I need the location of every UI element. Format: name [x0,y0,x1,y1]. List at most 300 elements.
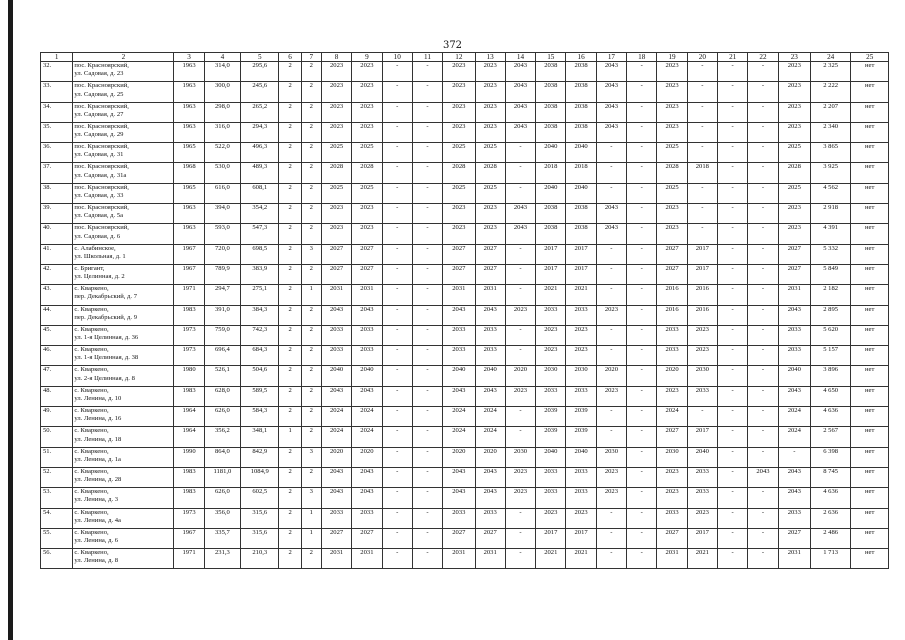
column-number: 5 [241,53,279,62]
table-cell: 2039 [536,427,566,447]
table-cell: 608,1 [241,183,279,203]
table-row [41,386,889,406]
address-cell [73,163,174,183]
table-cell: - [382,204,412,224]
table-cell: 2016 [687,285,717,305]
table-cell: 2017 [687,427,717,447]
table-cell: 2 [279,244,301,264]
table-cell: 2025 [321,183,351,203]
table-cell: 316,0 [204,122,240,142]
row-number: 38. [41,183,73,203]
table-cell: 2031 [321,549,351,569]
table-cell: 1967 [174,244,204,264]
table-cell: - [412,183,442,203]
table-cell: - [596,163,626,183]
table-cell: 2018 [687,163,717,183]
table-cell: 2040 [536,447,566,467]
table-cell: 2025 [443,183,475,203]
table-cell: - [505,163,535,183]
table-cell: 2043 [443,386,475,406]
table-cell: - [382,447,412,467]
table-cell: 2030 [687,366,717,386]
table-cell: - [748,62,778,82]
address-line: ул. Ленина, д. 10 [74,394,122,402]
address-cell [73,427,174,447]
table-cell: нет [851,508,889,528]
address-line: с. Бригант, [74,264,105,272]
table-cell: - [412,163,442,183]
table-cell: 2 [301,386,321,406]
table-cell: - [627,386,657,406]
table-cell: - [718,183,748,203]
table-cell: 2033 [778,325,810,345]
table-cell: 2031 [475,549,505,569]
table-cell: 2016 [657,305,687,325]
table-cell: 3 [301,244,321,264]
address-line: ул. Ленина, д. 8 [74,557,119,565]
row-number: 35. [41,122,73,142]
table-cell: 684,3 [241,346,279,366]
table-cell: 2023 [687,346,717,366]
table-cell: - [748,244,778,264]
column-number: 7 [301,53,321,62]
table-cell: - [718,366,748,386]
table-cell: 2030 [505,447,535,467]
table-cell: - [748,102,778,122]
table-cell: 2033 [536,386,566,406]
table-cell: 2033 [475,346,505,366]
table-cell: - [382,305,412,325]
table-cell: 2033 [443,325,475,345]
table-cell: нет [851,447,889,467]
table-cell: - [382,549,412,569]
table-cell: 1 [301,285,321,305]
table-cell: 2031 [443,285,475,305]
table-cell: - [412,264,442,284]
table-cell: 2 [301,163,321,183]
table-row [41,407,889,427]
table-cell: - [718,82,748,102]
address-line: ул. Ленина, д. 28 [74,476,122,484]
table-cell: - [596,183,626,203]
table-cell: 2033 [687,386,717,406]
table-cell: 616,0 [204,183,240,203]
table-cell: 2 [279,407,301,427]
address-cell [73,143,174,163]
table-cell: 789,9 [204,264,240,284]
table-cell: 2023 [443,204,475,224]
address-line: ул. Ленина, д. 3 [74,496,119,504]
table-cell: - [687,62,717,82]
table-cell: - [382,224,412,244]
table-cell: 2043 [352,467,382,487]
table-cell: 356,2 [204,427,240,447]
table-cell: - [596,427,626,447]
table-cell: 2023 [536,508,566,528]
table-cell: нет [851,183,889,203]
table-cell: 2 [279,488,301,508]
column-number: 14 [505,53,535,62]
table-cell: 2023 [657,102,687,122]
table-cell: 2028 [321,163,351,183]
table-cell: - [412,488,442,508]
column-number: 18 [627,53,657,62]
table-cell: 2 [301,122,321,142]
table-cell: 300,0 [204,82,240,102]
table-cell: нет [851,102,889,122]
address-cell [73,183,174,203]
table-cell: 2043 [596,122,626,142]
table-cell: - [596,528,626,548]
column-number: 12 [443,53,475,62]
table-cell: - [687,183,717,203]
table-cell: - [627,244,657,264]
table-cell: 696,4 [204,346,240,366]
table-cell: 2027 [352,528,382,548]
table-cell: 2040 [566,183,596,203]
table-cell: - [412,122,442,142]
table-cell: 231,3 [204,549,240,569]
table-cell: 294,3 [241,122,279,142]
table-cell: 2043 [778,467,810,487]
housing-register-table [40,52,889,569]
table-cell: 2017 [566,244,596,264]
address-cell [73,82,174,102]
table-cell: 1983 [174,467,204,487]
table-cell: 2 [279,528,301,548]
table-cell: 2023 [657,204,687,224]
table-cell: - [382,467,412,487]
row-number: 36. [41,143,73,163]
table-cell: - [718,285,748,305]
column-number: 4 [204,53,240,62]
table-cell: - [412,325,442,345]
table-cell: нет [851,528,889,548]
table-cell: 2033 [321,325,351,345]
table-cell: 2 [279,346,301,366]
table-cell: 1971 [174,549,204,569]
table-cell: 2033 [536,488,566,508]
address-line: ул. Садовая, д. 27 [74,110,124,118]
table-cell: 2043 [505,204,535,224]
table-cell: 1 [301,508,321,528]
table-cell: 2017 [536,244,566,264]
table-cell: 589,5 [241,386,279,406]
table-cell: 2031 [352,549,382,569]
table-cell: 2020 [321,447,351,467]
table-cell: 2017 [566,264,596,284]
table-cell: 602,5 [241,488,279,508]
table-cell: - [748,447,778,467]
table-cell: - [382,366,412,386]
table-cell: 354,2 [241,204,279,224]
table-cell: - [627,346,657,366]
table-cell: - [748,508,778,528]
table-cell: 2023 [657,82,687,102]
row-number: 44. [41,305,73,325]
address-cell [73,325,174,345]
table-cell: 2023 [352,122,382,142]
table-cell: - [382,528,412,548]
table-cell: - [718,508,748,528]
table-cell: 2027 [321,244,351,264]
table-cell: 2040 [778,366,810,386]
table-cell: 2025 [443,143,475,163]
table-cell: 1990 [174,447,204,467]
table-row [41,325,889,345]
address-line: ул. 1-я Целинная, д. 36 [74,334,139,342]
table-cell: 2038 [536,224,566,244]
table-cell: 2021 [536,549,566,569]
address-line: пос. Красноярский, [74,143,129,151]
table-cell: - [596,285,626,305]
row-number: 32. [41,62,73,82]
table-cell: 384,3 [241,305,279,325]
table-cell: 2 [301,549,321,569]
table-cell: 1963 [174,62,204,82]
table-cell: - [412,386,442,406]
table-cell: 2020 [505,366,535,386]
address-line: с. Алабинское, [74,244,116,252]
table-cell: - [412,204,442,224]
table-cell: - [627,467,657,487]
table-row [41,264,889,284]
table-cell: 2024 [475,407,505,427]
table-cell: 2027 [778,528,810,548]
table-cell: 2027 [657,427,687,447]
table-cell: 2 [279,325,301,345]
table-cell: 1181,0 [204,467,240,487]
table-cell: 2040 [321,366,351,386]
table-cell: 2027 [657,264,687,284]
table-cell: 2038 [536,204,566,224]
table-cell: 526,1 [204,366,240,386]
address-line: с. Кваркено, [74,427,109,435]
table-cell: - [718,143,748,163]
table-cell: - [596,407,626,427]
table-cell: 2 [301,305,321,325]
table-cell: - [748,366,778,386]
column-number: 2 [73,53,174,62]
table-cell: - [627,305,657,325]
table-cell: 2 486 [810,528,850,548]
table-cell: - [505,549,535,569]
table-cell: - [718,264,748,284]
table-cell: 2025 [475,143,505,163]
table-row [41,447,889,467]
table-cell: нет [851,467,889,487]
table-cell: - [718,122,748,142]
table-cell: - [596,508,626,528]
table-cell: 1983 [174,386,204,406]
table-cell: 842,9 [241,447,279,467]
table-cell: 391,0 [204,305,240,325]
binding-edge [8,0,13,640]
table-cell: 2038 [566,204,596,224]
table-row [41,427,889,447]
table-cell: 2025 [475,183,505,203]
table-cell: 2023 [657,122,687,142]
table-cell: 2043 [778,386,810,406]
table-cell: 1968 [174,163,204,183]
column-number: 15 [536,53,566,62]
table-cell: 2023 [321,62,351,82]
table-cell: 298,0 [204,102,240,122]
table-cell: 2023 [505,467,535,487]
table-cell: 2024 [443,407,475,427]
table-cell: 2033 [352,508,382,528]
table-cell: 2020 [657,366,687,386]
table-cell: 2038 [566,122,596,142]
table-cell: - [596,325,626,345]
address-line: с. Кваркено, [74,488,109,496]
table-cell: 2 [301,204,321,224]
table-cell: нет [851,204,889,224]
table-cell: нет [851,305,889,325]
table-cell: 348,1 [241,427,279,447]
table-cell: 2024 [443,427,475,447]
table-cell: - [627,447,657,467]
table-cell: 2 918 [810,204,850,224]
table-cell: 2023 [352,204,382,224]
table-cell: 1963 [174,224,204,244]
table-cell: 2020 [352,447,382,467]
address-line: ул. Ленина, д. 1а [74,455,121,463]
row-number: 51. [41,447,73,467]
table-cell: - [718,346,748,366]
table-cell: 2033 [687,488,717,508]
table-cell: нет [851,346,889,366]
table-row [41,285,889,305]
table-cell: 2043 [352,488,382,508]
table-cell: 2033 [657,346,687,366]
table-cell: 2024 [778,407,810,427]
table-row [41,224,889,244]
row-number: 43. [41,285,73,305]
address-line: с. Кваркено, [74,325,109,333]
address-line: с. Кваркено, [74,467,109,475]
address-cell [73,62,174,82]
table-cell: - [778,447,810,467]
table-cell: 2040 [536,183,566,203]
table-cell: нет [851,163,889,183]
table-row [41,82,889,102]
table-cell: 2043 [443,305,475,325]
table-row [41,366,889,386]
table-row [41,488,889,508]
table-cell: 698,5 [241,244,279,264]
table-cell: 2017 [536,264,566,284]
address-line: с. Кваркено, [74,285,109,293]
table-cell: - [412,508,442,528]
table-cell: 864,0 [204,447,240,467]
address-line: ул. Садовая, д. 5а [74,212,124,220]
table-cell: 547,3 [241,224,279,244]
table-cell: 2 207 [810,102,850,122]
table-cell: 2025 [657,183,687,203]
address-line: с. Кваркено, [74,407,109,415]
table-cell: - [505,264,535,284]
table-cell: - [627,528,657,548]
table-cell: 2043 [505,82,535,102]
table-cell: 2038 [566,224,596,244]
table-cell: 6 398 [810,447,850,467]
column-number: 10 [382,53,412,62]
address-line: ул. Садовая, д. 25 [74,90,124,98]
table-cell: 2027 [321,528,351,548]
table-cell: нет [851,285,889,305]
table-cell: 3 865 [810,143,850,163]
table-cell: - [687,143,717,163]
table-cell: 2043 [443,467,475,487]
table-cell: нет [851,62,889,82]
table-cell: - [687,407,717,427]
table-cell: 1980 [174,366,204,386]
column-number: 21 [718,53,748,62]
table-cell: 2 567 [810,427,850,447]
table-cell: 2020 [475,447,505,467]
table-cell: 496,3 [241,143,279,163]
table-row [41,122,889,142]
table-cell: 4 636 [810,488,850,508]
table-cell: - [627,224,657,244]
table-cell: - [718,447,748,467]
row-number: 34. [41,102,73,122]
table-cell: - [382,488,412,508]
table-cell: 2023 [352,82,382,102]
table-cell: 2023 [596,305,626,325]
table-cell: 2040 [443,366,475,386]
row-number: 41. [41,244,73,264]
table-cell: 2 [279,285,301,305]
table-cell: - [687,224,717,244]
table-row [41,143,889,163]
address-line: ул. Садовая, д. 6 [74,232,121,240]
table-cell: нет [851,224,889,244]
table-cell: 2024 [321,407,351,427]
table-cell: 628,0 [204,386,240,406]
table-cell: - [748,325,778,345]
table-cell: 2027 [443,264,475,284]
table-cell: 1983 [174,305,204,325]
table-cell: 2 [279,467,301,487]
table-cell: - [718,549,748,569]
column-number: 11 [412,53,442,62]
table-cell: 2023 [321,82,351,102]
table-cell: 1965 [174,143,204,163]
table-cell: 626,0 [204,407,240,427]
address-line: с. Кваркено, [74,305,109,313]
table-row [41,102,889,122]
table-cell: - [718,163,748,183]
table-cell: - [627,82,657,102]
table-row [41,244,889,264]
table-cell: - [718,224,748,244]
table-row [41,508,889,528]
table-cell: 2027 [352,244,382,264]
table-cell: 2 [279,366,301,386]
table-cell: - [505,285,535,305]
address-line: пер. Декабрьский, д. 9 [74,313,138,321]
table-cell: 742,3 [241,325,279,345]
address-cell [73,407,174,427]
table-cell: 2033 [321,346,351,366]
table-cell: 2023 [536,325,566,345]
table-cell: 2033 [475,508,505,528]
table-cell: 2028 [778,163,810,183]
table-cell: - [412,143,442,163]
table-cell: 1 713 [810,549,850,569]
